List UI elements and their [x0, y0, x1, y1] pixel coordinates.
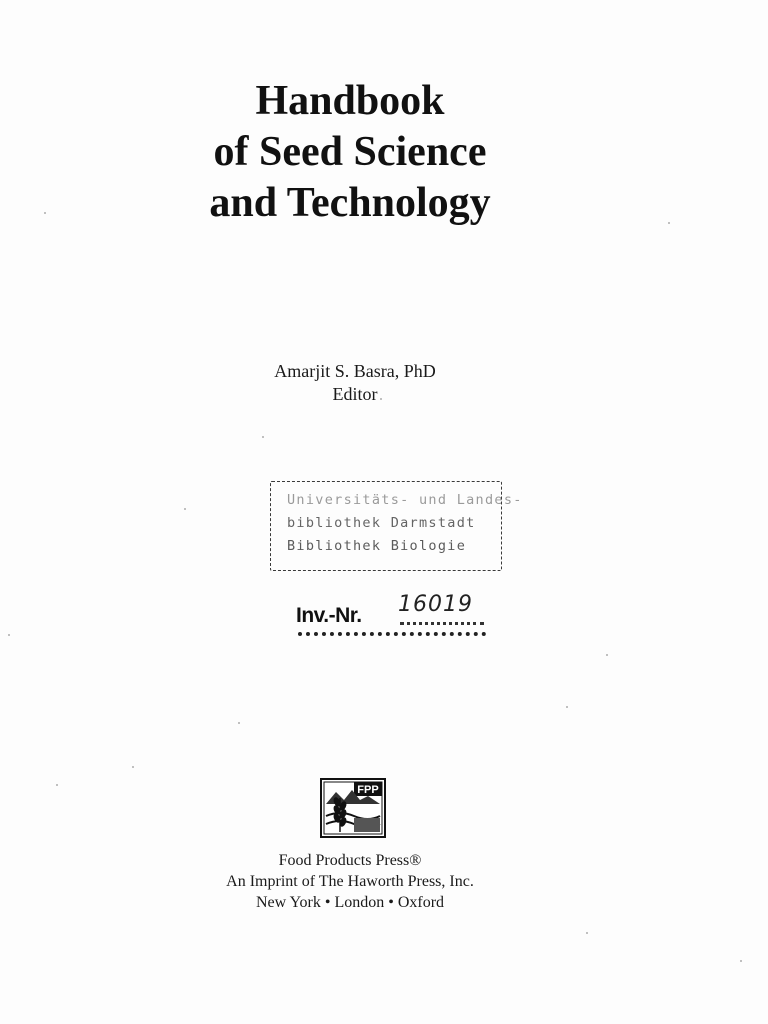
book-title	[0, 76, 700, 229]
stamp-line-2: bibliothek Darmstadt	[287, 515, 476, 531]
scan-speck	[44, 212, 46, 214]
scan-speck	[740, 960, 742, 962]
editor-block	[200, 360, 510, 406]
publisher-line-3: New York • London • Oxford	[255, 894, 445, 911]
scan-speck	[668, 222, 670, 224]
editor-name: Amarjit S. Basra, PhD	[274, 361, 436, 381]
scan-speck	[566, 706, 568, 708]
scan-speck	[380, 398, 382, 400]
scan-speck	[238, 722, 240, 724]
title-line-2: of Seed Science	[213, 129, 487, 175]
scan-speck	[132, 766, 134, 768]
scan-speck	[56, 784, 58, 786]
inventory-dotted-line	[298, 626, 486, 636]
fpp-logo-icon	[320, 778, 386, 838]
scan-speck	[606, 654, 608, 656]
scan-speck	[8, 634, 10, 636]
publisher-logo	[320, 778, 386, 838]
scan-speck	[262, 436, 264, 438]
inventory-dotted-underline	[400, 618, 484, 625]
publisher-line-1: Food Products Press®	[278, 852, 422, 869]
inventory-label: Inv.-Nr.	[296, 604, 362, 627]
publisher-line-2: An Imprint of The Haworth Press, Inc.	[226, 873, 474, 890]
logo-text: FPP	[357, 784, 379, 796]
scan-speck	[184, 508, 186, 510]
scan-speck	[586, 932, 588, 934]
editor-role: Editor	[332, 384, 378, 404]
stamp-line-3: Bibliothek Biologie	[287, 538, 467, 554]
inventory-stamp	[296, 592, 496, 644]
title-line-3: and Technology	[209, 180, 491, 226]
inventory-number: 16019	[398, 592, 473, 617]
publisher-block	[150, 850, 550, 913]
title-line-1: Handbook	[255, 78, 445, 124]
library-stamp	[270, 481, 523, 571]
stamp-line-1: Universitäts- und Landes-	[287, 492, 523, 508]
